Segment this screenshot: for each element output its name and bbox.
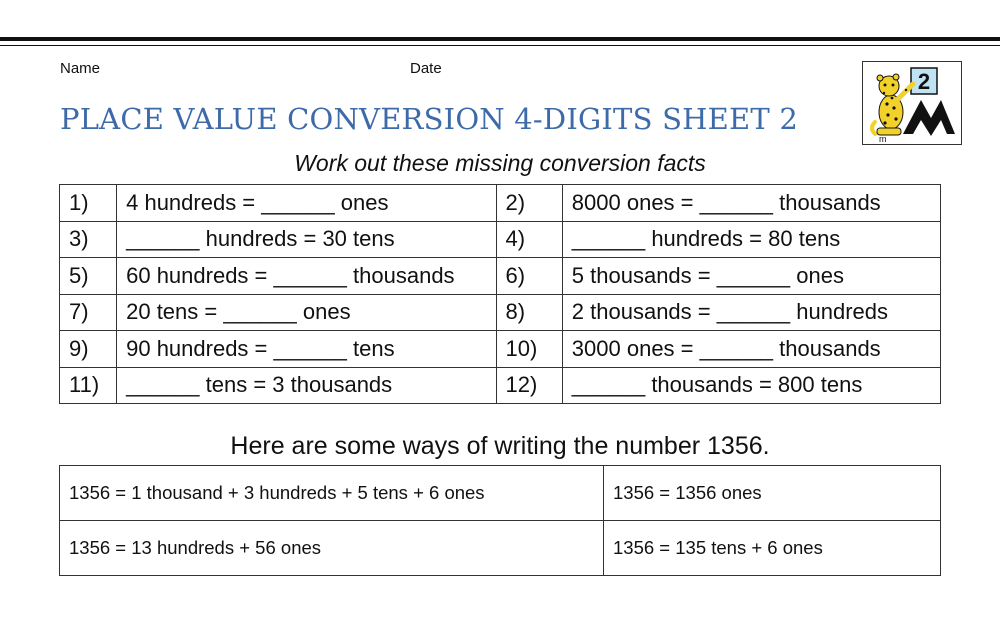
example-cell: 1356 = 1 thousand + 3 hundreds + 5 tens + 6 ones — [60, 466, 604, 521]
question-text: 20 tens = ______ ones — [117, 294, 496, 331]
name-label: Name — [60, 60, 101, 77]
question-number: 10) — [496, 331, 562, 368]
question-text: 3000 ones = ______ thousands — [562, 331, 940, 368]
m-letter-icon — [903, 100, 955, 136]
question-number: 4) — [496, 221, 562, 258]
table-row — [60, 294, 941, 331]
question-number: 9) — [60, 331, 117, 368]
logo — [862, 61, 962, 145]
instructions: Work out these missing conversion facts — [294, 150, 706, 176]
page-title: PLACE VALUE CONVERSION 4-DIGITS SHEET 2 — [60, 102, 798, 136]
conversion-facts-table — [59, 184, 941, 404]
question-number: 2) — [496, 185, 562, 222]
question-text: 90 hundreds = ______ tens — [117, 331, 496, 368]
question-text: 4 hundreds = ______ ones — [117, 185, 496, 222]
table-row — [60, 521, 941, 576]
question-text: ______ thousands = 800 tens — [562, 367, 940, 404]
question-text: ______ hundreds = 30 tens — [117, 221, 496, 258]
question-number: 5) — [60, 258, 117, 295]
question-number: 8) — [496, 294, 562, 331]
header-rule-thin — [0, 45, 1000, 46]
question-number: 12) — [496, 367, 562, 404]
table-row — [60, 331, 941, 368]
table-row — [60, 466, 941, 521]
question-number: 6) — [496, 258, 562, 295]
question-text: 5 thousands = ______ ones — [562, 258, 940, 295]
table-row — [60, 185, 941, 222]
question-number: 11) — [60, 367, 117, 404]
question-text: ______ tens = 3 thousands — [117, 367, 496, 404]
date-label: Date — [410, 60, 442, 77]
table-row — [60, 367, 941, 404]
badge-number: 2 — [917, 69, 931, 94]
example-intro: Here are some ways of writing the number 1356. — [230, 432, 770, 460]
question-number: 3) — [60, 221, 117, 258]
table-row — [60, 221, 941, 258]
example-cell: 1356 = 1356 ones — [604, 466, 941, 521]
question-text: 8000 ones = ______ thousands — [562, 185, 940, 222]
table-row — [60, 258, 941, 295]
header-rule-thick — [0, 37, 1000, 41]
question-text: ______ hundreds = 80 tens — [562, 221, 940, 258]
leopard-mascot-icon — [863, 62, 961, 144]
question-text: 2 thousands = ______ hundreds — [562, 294, 940, 331]
example-cell: 1356 = 135 tens + 6 ones — [604, 521, 941, 576]
question-number: 1) — [60, 185, 117, 222]
question-number: 7) — [60, 294, 117, 331]
question-text: 60 hundreds = ______ thousands — [117, 258, 496, 295]
logo-caption: m — [879, 134, 887, 144]
ways-table — [59, 465, 941, 576]
example-cell: 1356 = 13 hundreds + 56 ones — [60, 521, 604, 576]
